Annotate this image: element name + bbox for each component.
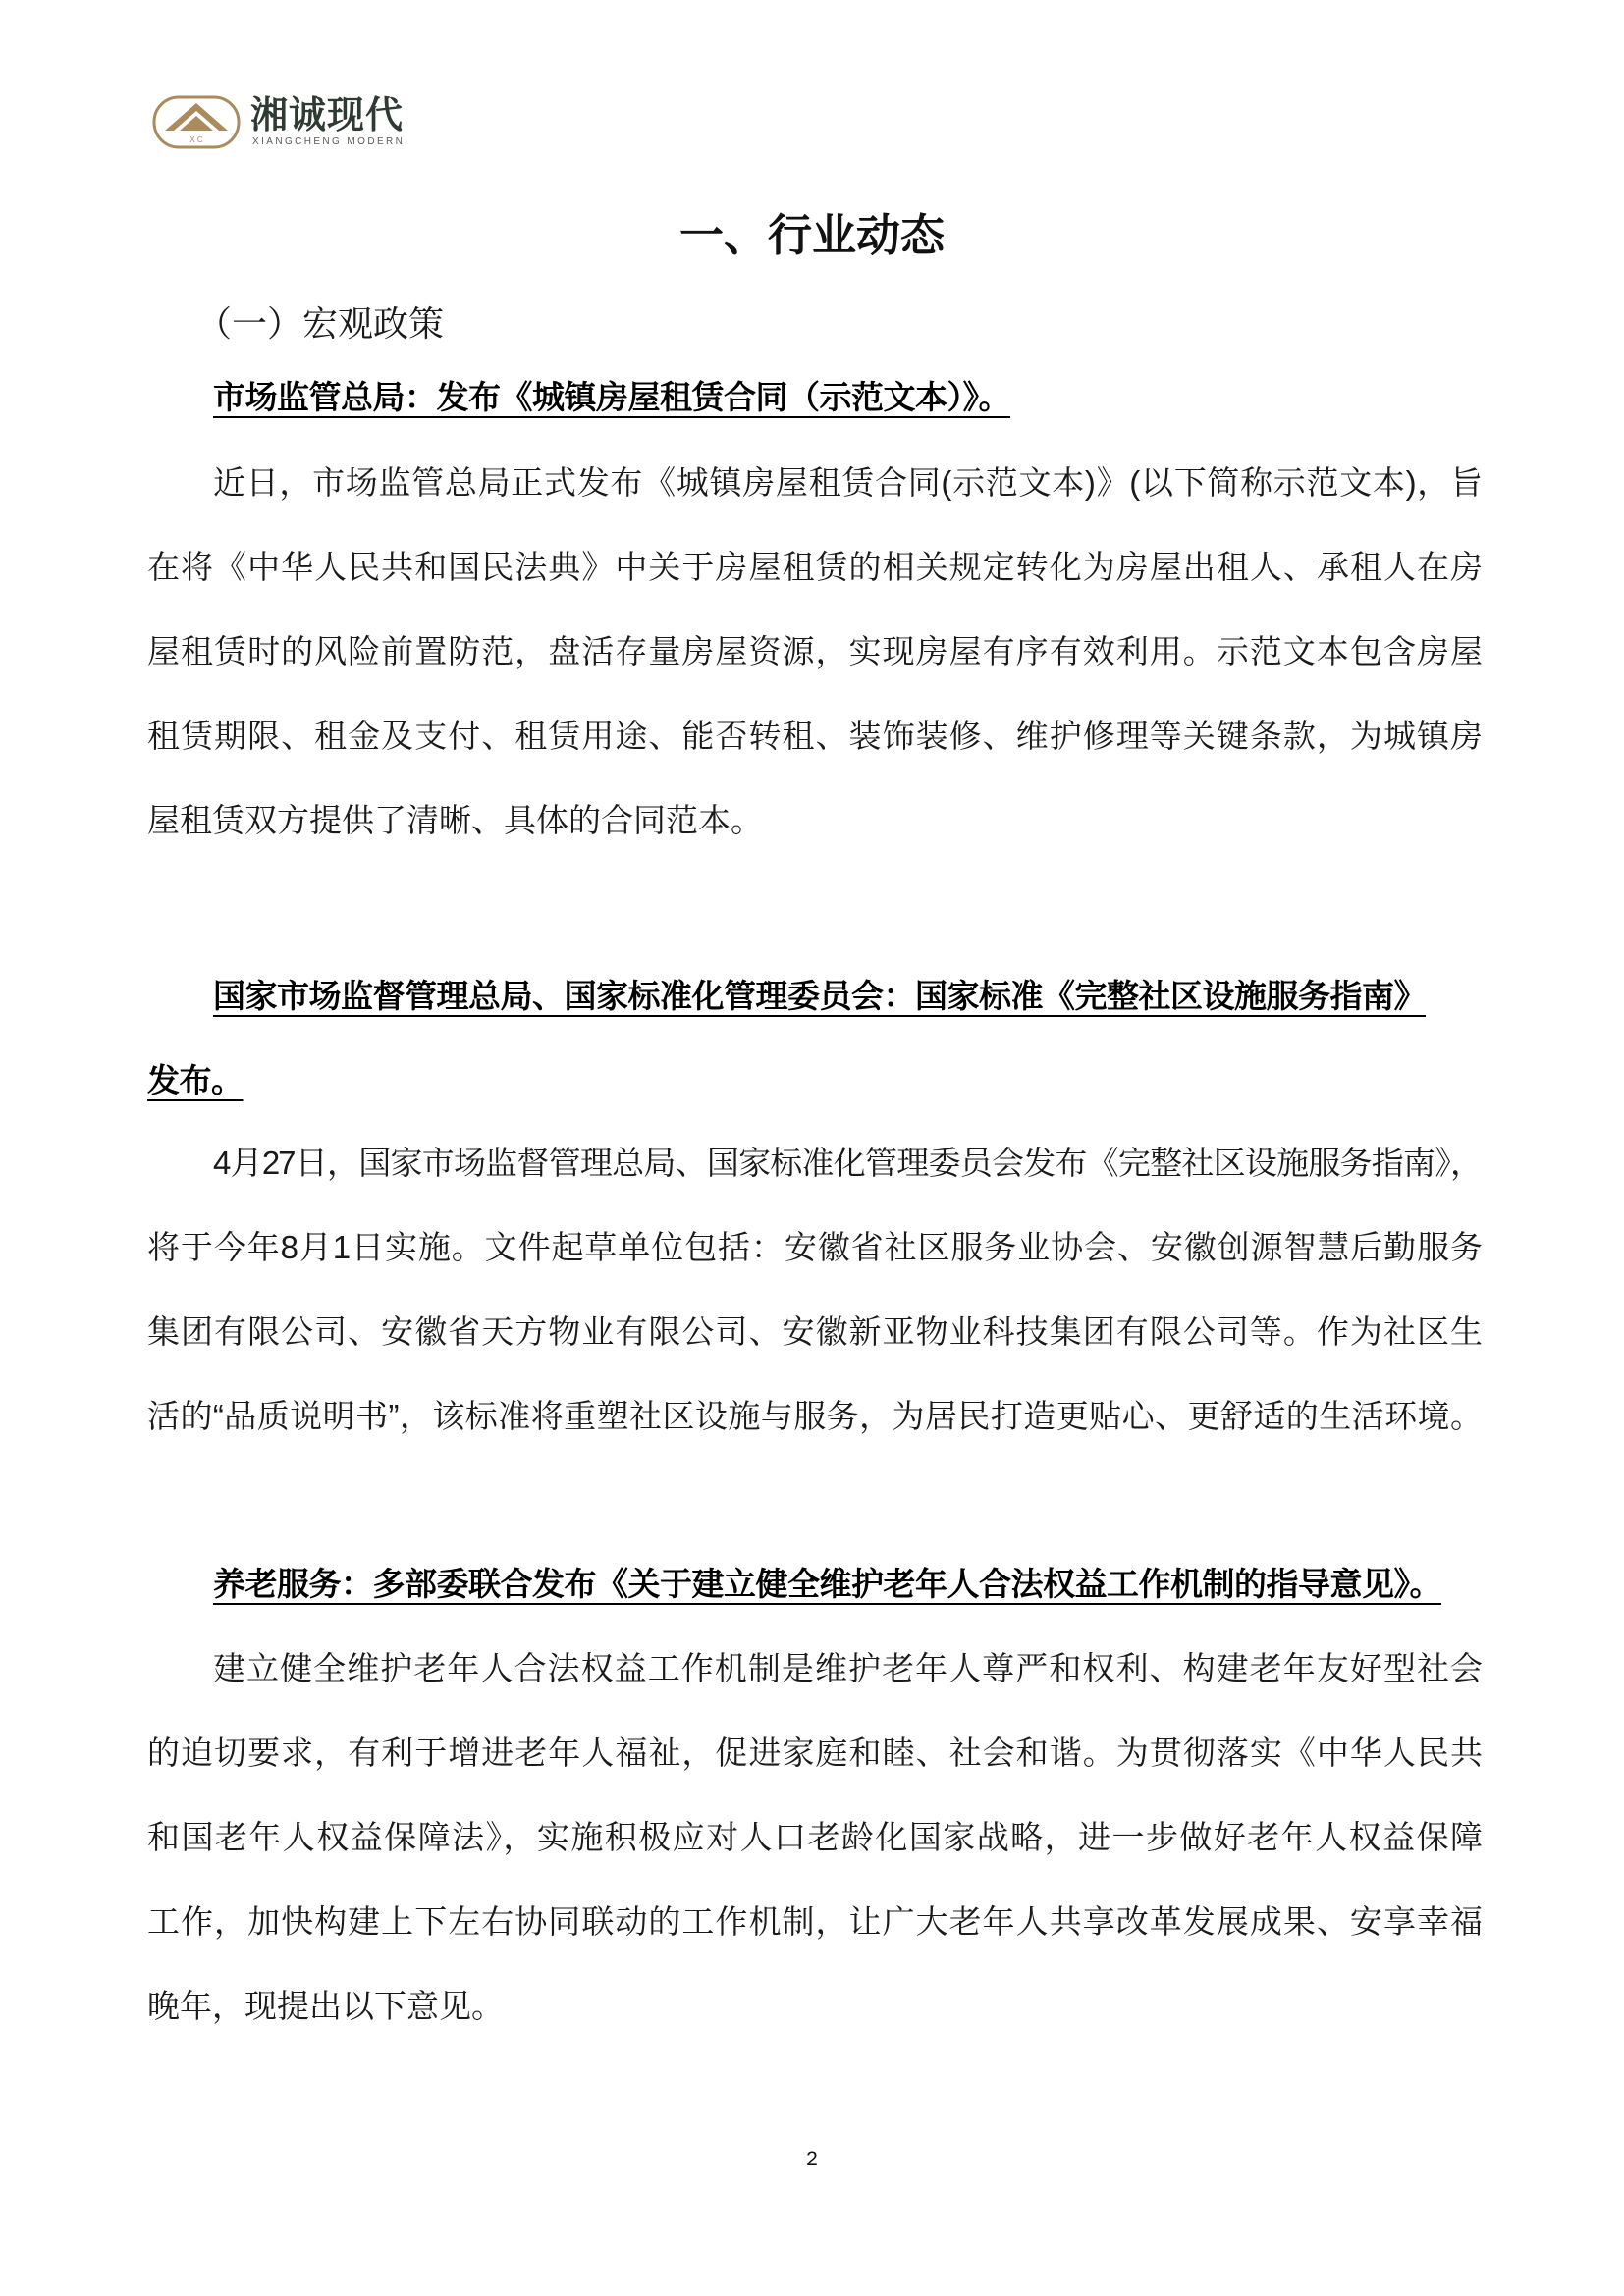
paragraph xyxy=(147,1121,1481,1459)
paragraph-line: 屋租赁时的风险前置防范，盘活存量房屋资源，实现房屋有序有效利用。示范文本包含房屋 xyxy=(147,633,1481,669)
subsection-title: （一）宏观政策 xyxy=(196,303,445,344)
article-heading xyxy=(147,355,1481,440)
logo-emblem xyxy=(152,95,241,149)
article-heading xyxy=(147,1542,1481,1627)
article-heading xyxy=(147,954,1481,1123)
heading-text: 养老服务：多部委联合发布《关于建立健全维护老年人合法权益工作机制的指导意见》。 xyxy=(213,1566,1441,1602)
section-title: 一、行业动态 xyxy=(678,209,945,261)
logo-name: 湘诚现代 xyxy=(250,95,405,136)
paragraph-line: 活的“品质说明书”，该标准将重塑社区设施与服务，为居民打造更贴心、更舒适的生活环境。 xyxy=(147,1398,1481,1434)
heading-line xyxy=(147,355,1481,440)
paragraph-line: 在将《中华人民共和国民法典》中关于房屋租赁的相关规定转化为房屋出租人、承租人在房 xyxy=(147,549,1481,585)
heading-line xyxy=(147,1039,1481,1123)
paragraph-line: 4月27日，国家市场监督管理总局、国家标准化管理委员会发布《完整社区设施服务指南》， xyxy=(213,1145,1481,1181)
paragraph-line: 租赁期限、租金及支付、租赁用途、能否转租、装饰装修、维护修理等关键条款，为城镇房 xyxy=(147,718,1481,754)
paragraph-line: 屋租赁双方提供了清晰、具体的合同范本。 xyxy=(147,802,763,838)
heading-text: 国家市场监督管理总局、国家标准化管理委员会：国家标准《完整社区设施服务指南》 xyxy=(213,978,1426,1014)
logo-emblem-letters: X C xyxy=(189,135,203,144)
paragraph-line: 工作，加快构建上下左右协同联动的工作机制，让广大老年人共享改革发展成果、安享幸福 xyxy=(147,1903,1481,1940)
paragraph xyxy=(147,441,1481,863)
logo-subtitle: XIANGCHENG MODERN xyxy=(252,136,406,147)
heading-line xyxy=(147,954,1481,1039)
paragraph xyxy=(147,1627,1481,2049)
heading-text: 市场监管总局：发布《城镇房屋租赁合同（示范文本）》。 xyxy=(213,379,1010,415)
paragraph-line: 建立健全维护老年人合法权益工作机制是维护老年人尊严和权利、构建老年友好型社会 xyxy=(213,1650,1481,1686)
paragraph-line: 近日，市场监管总局正式发布《城镇房屋租赁合同(示范文本)》(以下简称示范文本)，旨 xyxy=(213,464,1481,501)
heading-line xyxy=(147,1542,1481,1627)
paragraph-line: 晚年，现提出以下意见。 xyxy=(147,1988,504,2024)
paragraph-line: 的迫切要求，有利于增进老年人福祉，促进家庭和睦、社会和谐。为贯彻落实《中华人民共 xyxy=(147,1735,1481,1771)
paragraph-line: 集团有限公司、安徽省天方物业有限公司、安徽新亚物业科技集团有限公司等。作为社区生 xyxy=(147,1313,1481,1350)
page-number: 2 xyxy=(806,2148,818,2170)
paragraph-line: 将于今年8月1日实施。文件起草单位包括：安徽省社区服务业协会、安徽创源智慧后勤服务 xyxy=(147,1229,1481,1265)
paragraph-line: 和国老年人权益保障法》，实施积极应对人口老龄化国家战略，进一步做好老年人权益保障 xyxy=(147,1819,1481,1855)
heading-text: 发布。 xyxy=(147,1062,244,1098)
